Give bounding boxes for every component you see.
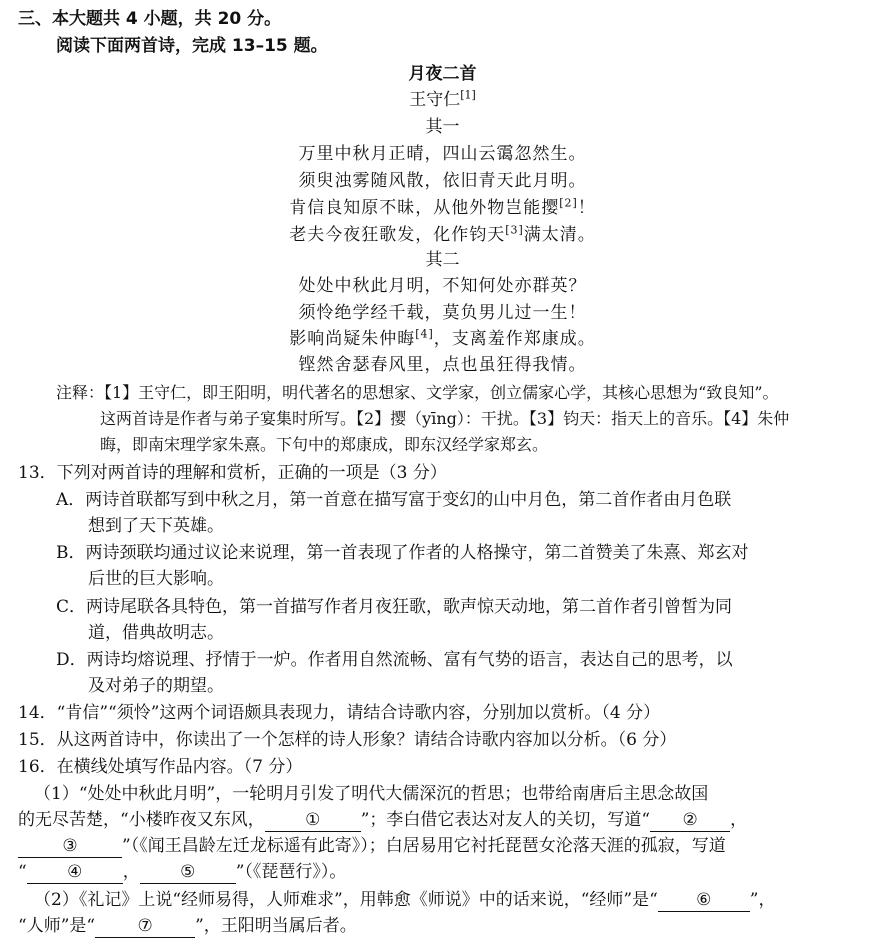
notes-line: 这两首诗是作者与弟子宴集时所写。【2】撄（yīng）：干扰。【3】钧天：指天上的音乐。【4】朱仲 xyxy=(100,409,790,428)
answer-blank-6[interactable]: ⑥ xyxy=(658,889,750,912)
poem-line: 须怜绝学经千载，莫负男儿过一生！ xyxy=(298,303,587,323)
poem-line: 影响尚疑朱仲晦[4]，支离羞作郑康成。 xyxy=(289,327,596,349)
poem-part2-label: 其二 xyxy=(425,250,460,270)
poem-line: 须臾浊雾随风散，依旧青天此月明。 xyxy=(298,171,587,191)
poem-line: 肯信良知原不昧，从他外物岂能撄[2]！ xyxy=(289,196,596,218)
answer-blank-7[interactable]: ⑦ xyxy=(95,915,195,938)
option-c: C．两诗尾联各具特色，第一首描写作者月夜狂歌，歌声惊天动地，第二首作者引曾皙为同 xyxy=(56,597,733,617)
answer-blank-4[interactable]: ④ xyxy=(27,861,123,884)
option-d-cont: 及对弟子的期望。 xyxy=(88,676,224,696)
answer-blank-3[interactable]: ③ xyxy=(18,835,122,858)
poem-line: 老夫今夜狂歌发，化作钧天[3]满太清。 xyxy=(289,223,596,245)
poem-line: 铿然舍瑟春风里，点也虽狂得我情。 xyxy=(298,355,587,375)
notes-line: 注释：【1】王守仁，即王阳明，明代著名的思想家、文学家，创立儒家心学，其核心思想为“致良知”。 xyxy=(56,383,779,402)
answer-blank-2[interactable]: ② xyxy=(650,809,730,832)
option-a-cont: 想到了天下英雄。 xyxy=(88,516,224,536)
q16-part2-line1: （2）《礼记》上说“经师易得，人师难求”，用韩愈《师说》中的话来说，“经师”是“ ⑥ ”， xyxy=(34,890,776,910)
option-d: D．两诗均熔说理、抒情于一炉。作者用自然流畅、富有气势的语言，表达自己的思考，以 xyxy=(56,650,733,670)
q16-part1-line1: （1）“处处中秋此月明”，一轮明月引发了明代大儒深沉的哲思；也带给南唐后主思念故国 xyxy=(34,784,709,804)
q16-part1-line4: “ ④ ， ⑤ ”（《琵琶行》）。 xyxy=(18,862,347,882)
answer-blank-5[interactable]: ⑤ xyxy=(140,861,236,884)
option-a: A．两诗首联都写到中秋之月，第一首意在描写富于变幻的山中月色，第二首作者由月色联 xyxy=(56,490,732,510)
notes-line: 晦，即南宋理学家朱熹。下句中的郑康成，即东汉经学家郑玄。 xyxy=(100,435,549,454)
poem-author-name: 王守仁 xyxy=(409,90,461,110)
answer-blank-1[interactable]: ① xyxy=(265,809,361,832)
q16-part1-line2: 的无尽苦楚，“小楼昨夜又东风， ① ”；李白借它表达对友人的关切，写道“ ② ， xyxy=(18,810,748,830)
question-14: 14．“肯信”“须怜”这两个词语颇具表现力，请结合诗歌内容，分别加以赏析。（4 分） xyxy=(18,703,661,723)
poem-part1-label: 其一 xyxy=(425,117,460,137)
poem-author xyxy=(0,87,885,113)
question-16-stem: 16．在横线处填写作品内容。（7 分） xyxy=(18,757,303,777)
poem-line: 万里中秋月正晴，四山云霭忽然生。 xyxy=(298,144,587,164)
section-instruction: 阅读下面两首诗，完成 13–15 题。 xyxy=(56,36,328,56)
section-heading: 三、本大题共 4 小题，共 20 分。 xyxy=(18,9,282,29)
option-b: B．两诗颈联均通过议论来说理，第一首表现了作者的人格操守，第二首赞美了朱熹、郑玄对 xyxy=(56,543,749,563)
question-15: 15．从这两首诗中，你读出了一个怎样的诗人形象？请结合诗歌内容加以分析。（6 分） xyxy=(18,730,677,750)
poem-title: 月夜二首 xyxy=(408,64,477,84)
poem-author-note: [1] xyxy=(460,88,476,102)
q16-part2-line2: “人师”是“ ⑦ ”，王阳明当属后者。 xyxy=(18,916,357,936)
option-b-cont: 后世的巨大影响。 xyxy=(88,569,224,589)
q16-part1-line3: ③ ”（《闻王昌龄左迁龙标遥有此寄》）；白居易用它衬托琵琶女沦落天涯的孤寂，写道 xyxy=(18,833,726,859)
question-13-stem: 13．下列对两首诗的理解和赏析，正确的一项是（3 分） xyxy=(18,463,447,483)
option-c-cont: 道，借典故明志。 xyxy=(88,623,224,643)
poem-line: 处处中秋此月明，不知何处亦群英？ xyxy=(298,276,587,296)
